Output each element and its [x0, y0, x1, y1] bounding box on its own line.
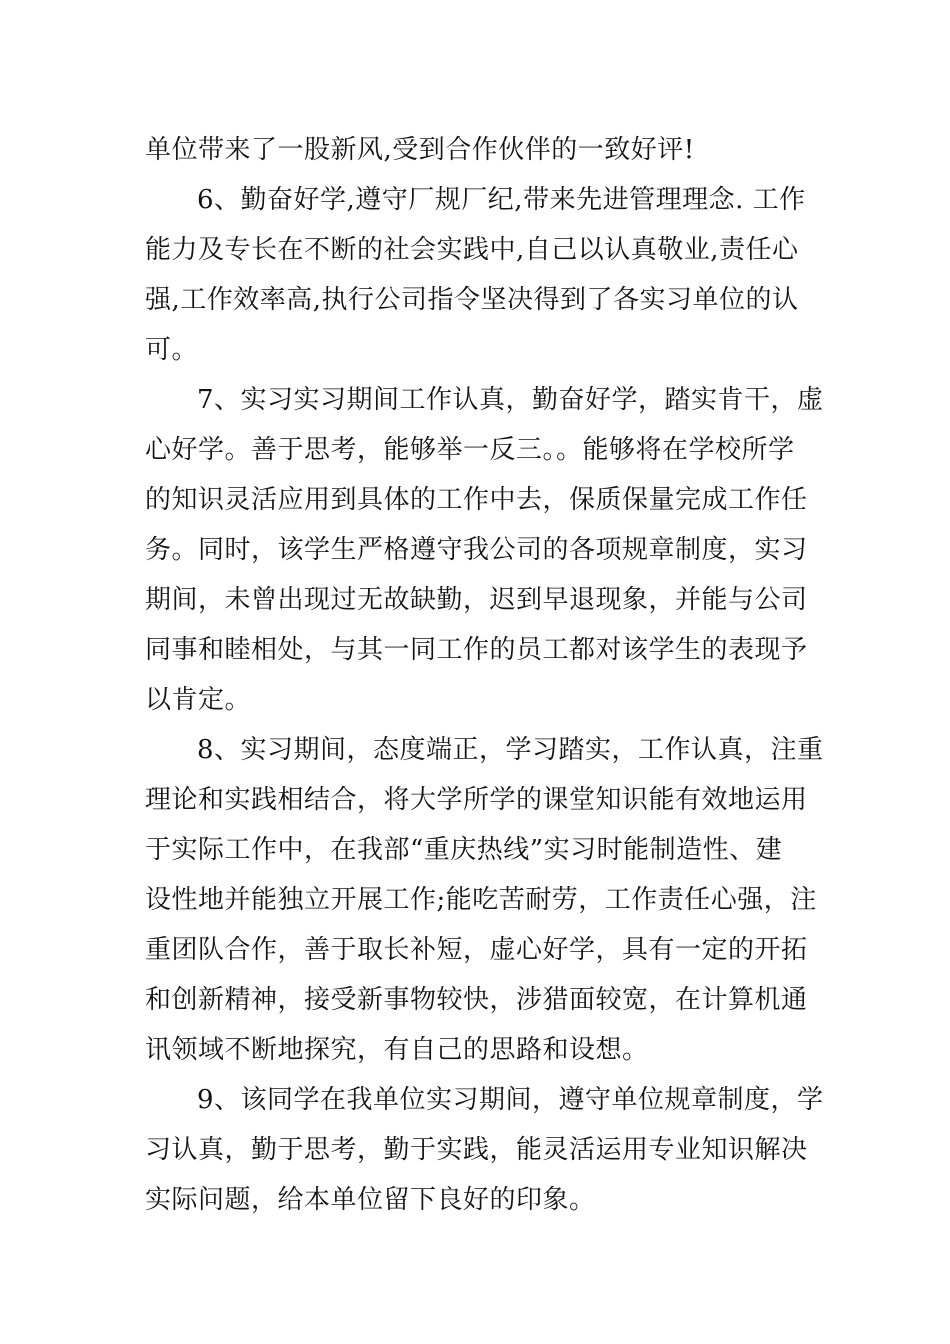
text-line: 能力及专长在不断的社会实践中,自己以认真敬业,责任心 — [145, 235, 799, 265]
paragraph-9-first-line: 9、该同学在我单位实习期间，遵守单位规章制度，学 — [197, 1085, 824, 1115]
text-line: 重团队合作，善于取长补短，虚心好学，具有一定的开拓 — [145, 935, 808, 965]
text-line: 可。 — [145, 335, 199, 365]
text-line: 务。同时，该学生严格遵守我公司的各项规章制度，实习 — [145, 535, 808, 565]
text-line: 强,工作效率高,执行公司指令坚决得到了各实习单位的认 — [145, 285, 799, 315]
text-line: 心好学。善于思考，能够举一反三。。能够将在学校所学 — [145, 435, 795, 465]
text-line: 理论和实践相结合，将大学所学的课堂知识能有效地运用 — [145, 785, 808, 815]
paragraph-6-first-line: 6、勤奋好学,遵守厂规厂纪,带来先进管理理念. 工作 — [197, 185, 806, 215]
paragraph-8-first-line: 8、实习期间，态度端正，学习踏实，工作认真，注重 — [197, 735, 824, 765]
text-line: 实际问题，给本单位留下良好的印象。 — [145, 1185, 596, 1215]
text-line: 的知识灵活应用到具体的工作中去，保质保量完成工作任 — [145, 485, 808, 515]
text-line: 习认真，勤于思考，勤于实践，能灵活运用专业知识解决 — [145, 1135, 808, 1165]
text-line: 同事和睦相处，与其一同工作的员工都对该学生的表现予 — [145, 635, 808, 665]
text-line: 以肯定。 — [145, 685, 252, 715]
text-line: 期间，未曾出现过无故缺勤，迟到早退现象，并能与公司 — [145, 585, 808, 615]
text-line: 和创新精神，接受新事物较快，涉猎面较宽，在计算机通 — [145, 985, 808, 1015]
text-line: 单位带来了一股新风,受到合作伙伴的一致好评! — [145, 135, 695, 165]
text-line: 于实际工作中，在我部“重庆热线”实习时能制造性、建 — [145, 835, 783, 865]
paragraph-7-first-line: 7、实习实习期间工作认真，勤奋好学，踏实肯干，虚 — [197, 385, 824, 415]
text-line: 设性地并能独立开展工作;能吃苦耐劳，工作责任心强，注 — [145, 885, 817, 915]
text-line: 讯领域不断地探究，有自己的思路和设想。 — [145, 1035, 649, 1065]
